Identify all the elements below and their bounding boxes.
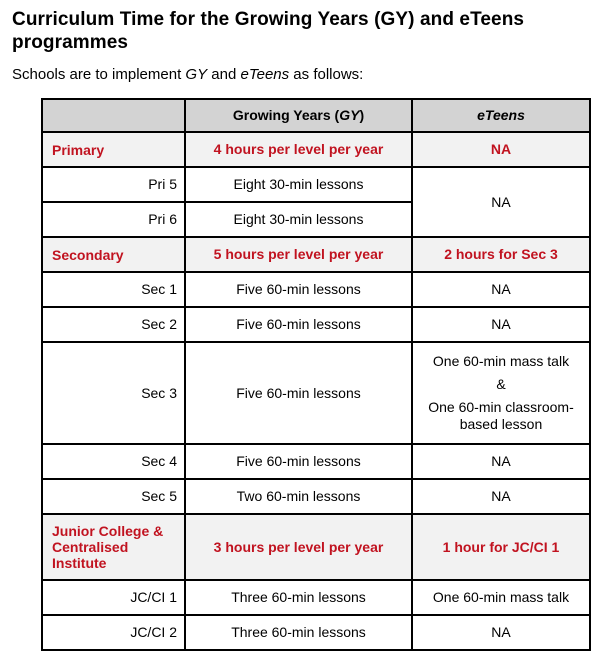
eteens-cell: NA [412, 272, 590, 307]
eteens-cell: NA [412, 444, 590, 479]
page-title-line1: Curriculum Time for the Growing Years (GY) and eTeens [12, 9, 525, 30]
header-cell-growing-years [185, 99, 412, 132]
gy-header-italic: GY [339, 107, 360, 123]
row-jcci-2 [42, 615, 590, 650]
row-pri-5 [42, 167, 590, 202]
gy-lessons-cell: Five 60-min lessons [185, 307, 412, 342]
level-cell: Pri 5 [42, 167, 185, 202]
gy-hours-cell: 3 hours per level per year [185, 514, 412, 580]
eteens-name: eTeens [240, 66, 290, 83]
eteens-cell: NA [412, 615, 590, 650]
table-header-row [42, 99, 590, 132]
level-cell: JC/CI 2 [42, 615, 185, 650]
gy-lessons-cell: Eight 30-min lessons [185, 167, 412, 202]
gy-hours-cell: 5 hours per level per year [185, 237, 412, 272]
curriculum-table [41, 98, 591, 651]
eteens-cell: NA [412, 132, 590, 167]
level-cell: Junior College & Centralised Institute [42, 514, 185, 580]
intro-part2: and [207, 66, 241, 83]
level-cell: Secondary [42, 237, 185, 272]
level-cell: Sec 4 [42, 444, 185, 479]
eteens-line-1: One 60-min mass talk [432, 353, 570, 369]
row-secondary [42, 237, 590, 272]
level-cell: Sec 2 [42, 307, 185, 342]
level-cell: Sec 3 [42, 342, 185, 444]
page-title [12, 8, 594, 54]
gy-lessons-cell: Five 60-min lessons [185, 444, 412, 479]
eteens-cell: NA [412, 479, 590, 514]
gy-header-prefix: Growing Years ( [232, 107, 340, 123]
eteens-header-label: eTeens [477, 107, 525, 123]
intro-part1: Schools are to implement [12, 66, 186, 83]
eteens-line-3: One 60-min classroom-based lesson [428, 399, 574, 432]
gy-header-suffix: ) [359, 107, 365, 123]
row-junior-college [42, 514, 590, 580]
gy-lessons-cell: Two 60-min lessons [185, 479, 412, 514]
row-sec-4 [42, 444, 590, 479]
eteens-ampersand: & [496, 376, 506, 392]
header-cell-blank [42, 99, 185, 132]
eteens-cell: 1 hour for JC/CI 1 [412, 514, 590, 580]
row-sec-2 [42, 307, 590, 342]
level-cell: Sec 1 [42, 272, 185, 307]
gy-abbrev: GY [185, 66, 208, 83]
intro-text [12, 66, 594, 84]
gy-lessons-cell: Three 60-min lessons [185, 615, 412, 650]
eteens-cell: 2 hours for Sec 3 [412, 237, 590, 272]
eteens-cell: NA [412, 307, 590, 342]
row-sec-5 [42, 479, 590, 514]
row-sec-1 [42, 272, 590, 307]
eteens-multiline [419, 353, 583, 433]
eteens-merged-cell: NA [412, 167, 590, 237]
level-cell: Sec 5 [42, 479, 185, 514]
eteens-cell: One 60-min mass talk [412, 580, 590, 615]
eteens-cell [412, 342, 590, 444]
gy-lessons-cell: Eight 30-min lessons [185, 202, 412, 237]
page-title-line2: programmes [12, 32, 129, 53]
header-cell-eteens [412, 99, 590, 132]
level-cell: Pri 6 [42, 202, 185, 237]
level-cell: JC/CI 1 [42, 580, 185, 615]
gy-hours-cell: 4 hours per level per year [185, 132, 412, 167]
row-jcci-1 [42, 580, 590, 615]
gy-lessons-cell: Five 60-min lessons [185, 342, 412, 444]
row-primary [42, 132, 590, 167]
row-sec-3 [42, 342, 590, 444]
intro-part3: as follows: [289, 66, 364, 83]
level-cell: Primary [42, 132, 185, 167]
gy-lessons-cell: Five 60-min lessons [185, 272, 412, 307]
gy-lessons-cell: Three 60-min lessons [185, 580, 412, 615]
